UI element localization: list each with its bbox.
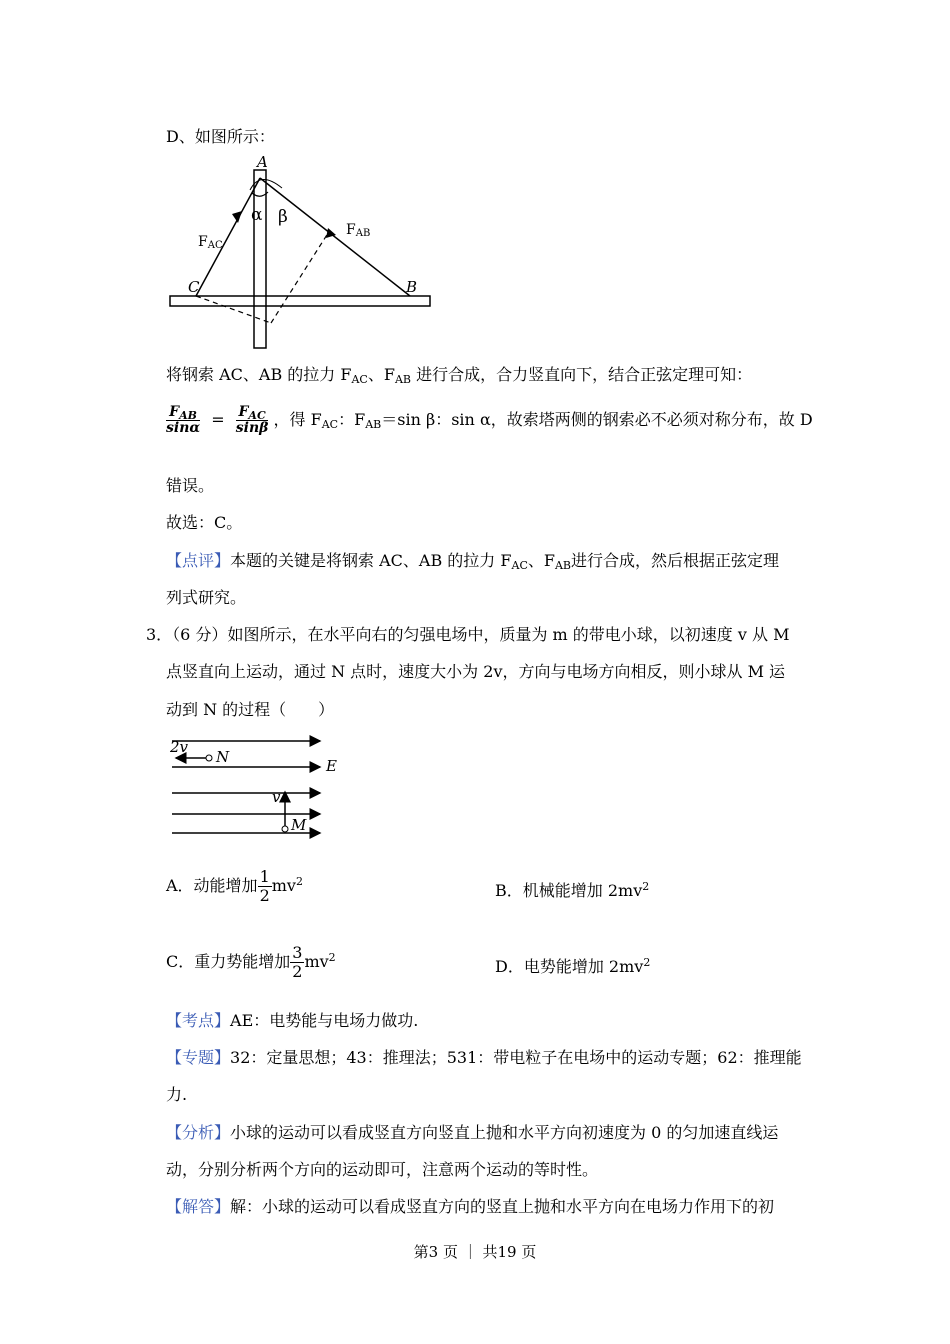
point-m [282,826,288,832]
question-3-line1: 3．（6 分）如图所示，在水平向右的匀强电场中，质量为 m 的带电小球，以初速度 v 从 M [146,625,790,644]
zhuanti-tag: 【专题】 [166,1048,231,1067]
electric-field-diagram [160,730,360,845]
label-fac: FAC [198,234,223,251]
kaodian-tag: 【考点】 [166,1011,231,1030]
label-A: A [257,153,268,171]
option-d-label: D、如图所示： [166,127,275,146]
arrow-fac [232,211,242,223]
label-fab: FAB [346,222,371,239]
option-b: B．机械能增加 $2mv^2$ [495,880,650,900]
review-paragraph: 【点评】本题的关键是将钢索 AC、AB 的拉力 $F_{AC}$、$F_{AB}$进行合成，然后根据正弦定理 [166,551,780,572]
fenxi-line: 【分析】小球的运动可以看成竖直方向竖直上抛和水平方向初速度为 0 的匀加速直线运 [166,1123,779,1142]
d-wrong-text: 错误。 [166,476,215,495]
dashed-line-2 [271,230,330,323]
option-d: D．电势能增加 $2mv^2$ [495,956,651,976]
fraction-three-halves: $\frac{3}{2}$ [292,943,303,981]
label-beta: β [278,207,288,227]
label-N: N [216,748,230,766]
kaodian-line: 【考点】AE：电势能与电场力做功. [166,1011,419,1030]
option-a: A．动能增加 $\frac{1}{2}$ $mv^2$ [166,867,303,905]
label-M: M [291,816,307,834]
fenxi-tag: 【分析】 [166,1123,231,1142]
answer-text: 故选：C。 [166,513,243,532]
jieda-line: 【解答】解：小球的运动可以看成竖直方向的竖直上抛和水平方向在电场力作用下的初 [166,1197,775,1216]
page-footer: 第3 页 ｜ 共19 页 [413,1243,537,1261]
label-v: v [272,788,281,806]
fenxi-line2: 动，分别分析两个方向的运动即可，注意两个运动的等时性。 [166,1160,599,1179]
review-line2: 列式研究。 [166,588,247,607]
synthesis-text: 将钢索 AC、AB 的拉力 $F_{AC}$、$F_{AB}$ 进行合成，合力竖直向下，结合正弦定理可知： [166,365,753,386]
cable-force-diagram [160,150,440,355]
sine-law-equation: $\frac{F_{AB}}{\sin\alpha}$ = $\frac{F_{AC}}{\sin\beta}$ ，得 $F_{AC}$：$F_{AB}=\sin$ β：sin α，故索塔两侧的钢索必不必须对称分布，故 D [166,404,813,436]
label-alpha: α [251,205,263,225]
option-c: C．重力势能增加 $\frac{3}{2}$ $mv^2$ [166,943,336,981]
label-E: E [326,757,337,775]
jieda-tag: 【解答】 [166,1197,231,1216]
label-C: C [188,278,200,296]
label-2v: 2v [170,738,189,756]
review-tag: 【点评】 [166,551,231,570]
cable-ab [260,178,410,296]
fraction-fab-sina: $\frac{F_{AB}}{\sin\alpha}$ [166,404,201,436]
label-B: B [406,278,418,296]
fraction-one-half: $\frac{1}{2}$ [259,867,270,905]
point-n [206,755,212,761]
question-3-line3: 动到 N 的过程（ ） [166,700,335,719]
question-3-line2: 点竖直向上运动，通过 N 点时，速度大小为 2v，方向与电场方向相反，则小球从 M 运 [166,662,786,681]
zhuanti-line2: 力. [166,1085,188,1104]
dashed-line-1 [196,296,271,323]
fraction-fac-sinb: $\frac{F_{AC}}{\sin\beta}$ [235,404,269,436]
zhuanti-line: 【专题】32：定量思想；43：推理法；531：带电粒子在电场中的运动专题；62：推理能 [166,1048,802,1067]
